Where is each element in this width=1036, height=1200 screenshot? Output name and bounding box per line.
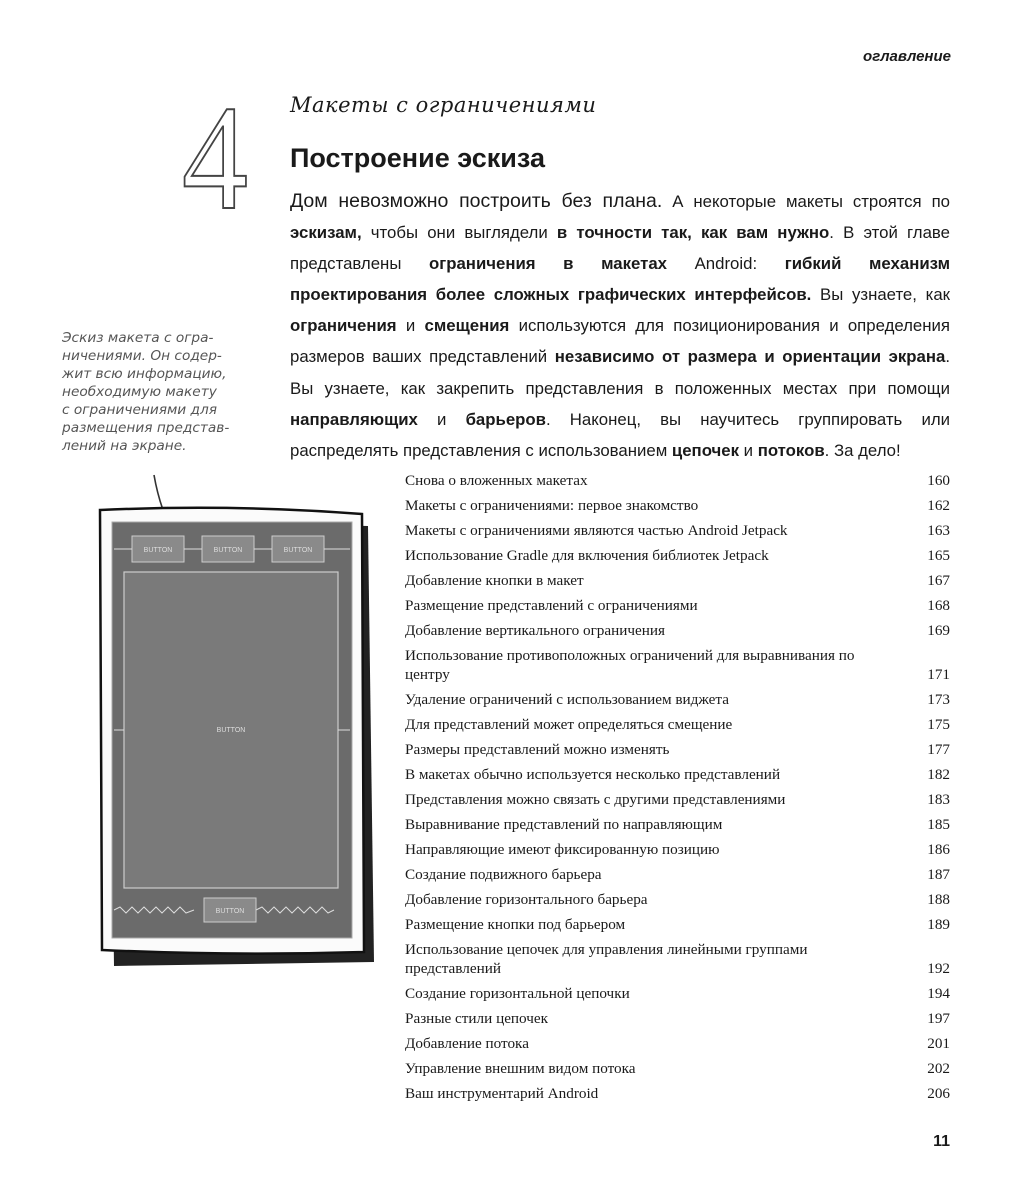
- toc-entry-title: Размещение представлений с ограничениями: [405, 597, 698, 614]
- intro-bold: барьеров: [465, 409, 546, 429]
- intro-bold: эскизам,: [290, 223, 362, 243]
- toc-entry-page: 177: [927, 741, 950, 758]
- sketch-button-label: BUTTON: [216, 727, 246, 734]
- intro-text: . В этой главе представлены: [290, 223, 950, 274]
- toc-entry-title: Управление внешним видом потока: [405, 1060, 636, 1077]
- sketch-button-label: BUTTON: [213, 547, 243, 554]
- toc-entry-page: 183: [927, 791, 950, 808]
- toc-entry-title: Снова о вложенных макетах: [405, 472, 588, 489]
- toc-entry-page: 182: [927, 766, 950, 783]
- toc-entry-title: Использование Gradle для включения библиотек Jetpack: [405, 547, 769, 564]
- side-note-line: лений на экране.: [62, 438, 187, 454]
- toc-entry-page: 167: [927, 572, 950, 589]
- intro-text: используются для позиционирования и определения размеров ваших представлений: [290, 316, 950, 367]
- toc-entry-page: 185: [927, 816, 950, 833]
- toc-entry-title: Создание горизонтальной цепочки: [405, 985, 630, 1002]
- intro-bold: смещения: [424, 316, 510, 336]
- intro-text: А некоторые макеты строятся по: [662, 192, 950, 211]
- page-number: 11: [933, 1133, 950, 1150]
- intro-text: . Наконец, вы научитесь группировать или распределять представления с использованием: [290, 409, 950, 460]
- toc-entry: [405, 837, 950, 862]
- toc-entry-page: 169: [927, 622, 950, 639]
- toc-entry: [405, 981, 950, 1006]
- intro-text: чтобы они выглядели: [361, 223, 557, 243]
- toc-entry: [405, 493, 950, 518]
- chapter-title: Построение эскиза: [290, 143, 545, 173]
- toc-entry: [405, 568, 950, 593]
- side-note: [62, 329, 277, 455]
- toc-entry: [405, 593, 950, 618]
- toc-entry-page: 186: [927, 841, 950, 858]
- toc-entry-page: 202: [927, 1060, 950, 1077]
- toc-entry-title: Использование противоположных ограничений для выравнивания по центру: [405, 647, 855, 683]
- intro-bold: направляющих: [290, 409, 418, 429]
- toc-entry: [405, 912, 950, 937]
- toc-entry-page: 201: [927, 1035, 950, 1052]
- toc-entry: [405, 787, 950, 812]
- toc-entry: [405, 887, 950, 912]
- toc-entry-title: Создание подвижного барьера: [405, 866, 602, 883]
- side-note-line: ничениями. Он содер-: [62, 348, 222, 364]
- toc-entry: [405, 862, 950, 887]
- sketch-button-label: BUTTON: [283, 547, 313, 554]
- toc-entry: [405, 1056, 950, 1081]
- toc-entry-page: 194: [927, 985, 950, 1002]
- layout-sketch: [92, 470, 382, 980]
- toc-entry-page: 173: [927, 691, 950, 708]
- toc-entry-page: 187: [927, 866, 950, 883]
- toc-entry-title: Разные стили цепочек: [405, 1010, 549, 1027]
- toc-entry-title: Макеты с ограничениями являются частью Android Jetpack: [405, 522, 788, 539]
- side-note-line: необходимую макету: [62, 384, 217, 400]
- toc-entry: [405, 937, 950, 981]
- intro-text: Вы узнаете, как: [811, 285, 950, 305]
- toc-entry-title: В макетах обычно используется несколько представлений: [405, 766, 781, 783]
- toc-entry-title: Макеты с ограничениями: первое знакомство: [405, 497, 699, 514]
- intro-text: . Вы узнаете, как закрепить представления в положенных местах при помощи: [290, 347, 951, 398]
- intro-text: Android:: [667, 254, 785, 274]
- chapter-subtitle: Макеты с ограничениями: [290, 93, 597, 117]
- intro-paragraph: [290, 186, 950, 466]
- intro-bold: цепочек: [671, 440, 739, 460]
- intro-bold: ограничения: [290, 316, 397, 336]
- toc-entry-title: Добавление горизонтального барьера: [405, 891, 648, 908]
- toc-entry-title: Ваш инструментарий Android: [405, 1085, 599, 1102]
- toc-entry-title: Размещение кнопки под барьером: [405, 916, 626, 933]
- intro-bold: в точности так, как вам нужно: [556, 223, 830, 243]
- toc-entry-title: Добавление вертикального ограничения: [405, 622, 666, 639]
- toc-entry-page: 162: [927, 497, 950, 514]
- sketch-button-label: BUTTON: [215, 908, 245, 915]
- toc-entry: [405, 737, 950, 762]
- sketch-button-label: BUTTON: [143, 547, 173, 554]
- toc-entry: [405, 543, 950, 568]
- toc-entry-page: 168: [927, 597, 950, 614]
- side-note-line: с ограничениями для: [62, 402, 217, 418]
- toc-entry-title: Удаление ограничений с использованием виджета: [405, 691, 729, 708]
- toc-entry-page: 171: [927, 666, 950, 683]
- table-of-contents: [405, 468, 950, 1106]
- toc-entry: [405, 1031, 950, 1056]
- toc-entry-page: 188: [927, 891, 950, 908]
- running-head: оглавление: [863, 48, 951, 65]
- toc-entry-page: 192: [927, 960, 950, 977]
- toc-entry: [405, 812, 950, 837]
- intro-bold: потоков: [757, 440, 825, 460]
- intro-text: и: [417, 409, 466, 429]
- intro-text: и: [739, 440, 758, 460]
- intro-text: и: [396, 316, 425, 336]
- intro-bold: ограничения в макетах: [428, 254, 668, 274]
- toc-entry: [405, 1081, 950, 1106]
- toc-entry-page: 163: [927, 522, 950, 539]
- chapter-number: [180, 86, 250, 216]
- toc-entry-title: Выравнивание представлений по направляющим: [405, 816, 723, 833]
- toc-entry-title: Добавление потока: [405, 1035, 529, 1052]
- toc-entry: [405, 468, 950, 493]
- toc-entry-page: 165: [927, 547, 950, 564]
- toc-entry: [405, 1006, 950, 1031]
- toc-entry: [405, 762, 950, 787]
- intro-lead: Дом невозможно построить без плана.: [290, 190, 663, 212]
- toc-entry: [405, 687, 950, 712]
- intro-bold: независимо от размера и ориентации экрана: [554, 347, 946, 367]
- toc-entry-title: Для представлений может определяться смещение: [405, 716, 733, 733]
- side-note-line: размещения представ-: [62, 420, 230, 436]
- toc-entry-title: Использование цепочек для управления линейными группами представлений: [405, 941, 808, 977]
- toc-entry-title: Добавление кнопки в макет: [405, 572, 584, 589]
- toc-entry: [405, 618, 950, 643]
- toc-entry-page: 189: [927, 916, 950, 933]
- side-note-line: жит всю информацию,: [62, 366, 227, 382]
- toc-entry: [405, 712, 950, 737]
- toc-entry-title: Направляющие имеют фиксированную позицию: [405, 841, 720, 858]
- toc-entry-page: 197: [927, 1010, 950, 1027]
- chapter-number-glyph: 4: [182, 86, 248, 216]
- toc-entry: [405, 518, 950, 543]
- toc-entry-page: 206: [927, 1085, 950, 1102]
- toc-entry-page: 175: [927, 716, 950, 733]
- side-note-line: Эскиз макета с огра-: [62, 330, 214, 346]
- toc-entry-title: Представления можно связать с другими представлениями: [405, 791, 786, 808]
- toc-entry-page: 160: [927, 472, 950, 489]
- toc-entry: [405, 643, 950, 687]
- toc-entry-title: Размеры представлений можно изменять: [405, 741, 670, 758]
- intro-bold: гибкий механизм проектирования более сложных графических интерфейсов.: [290, 254, 950, 305]
- intro-text: . За дело!: [824, 440, 901, 460]
